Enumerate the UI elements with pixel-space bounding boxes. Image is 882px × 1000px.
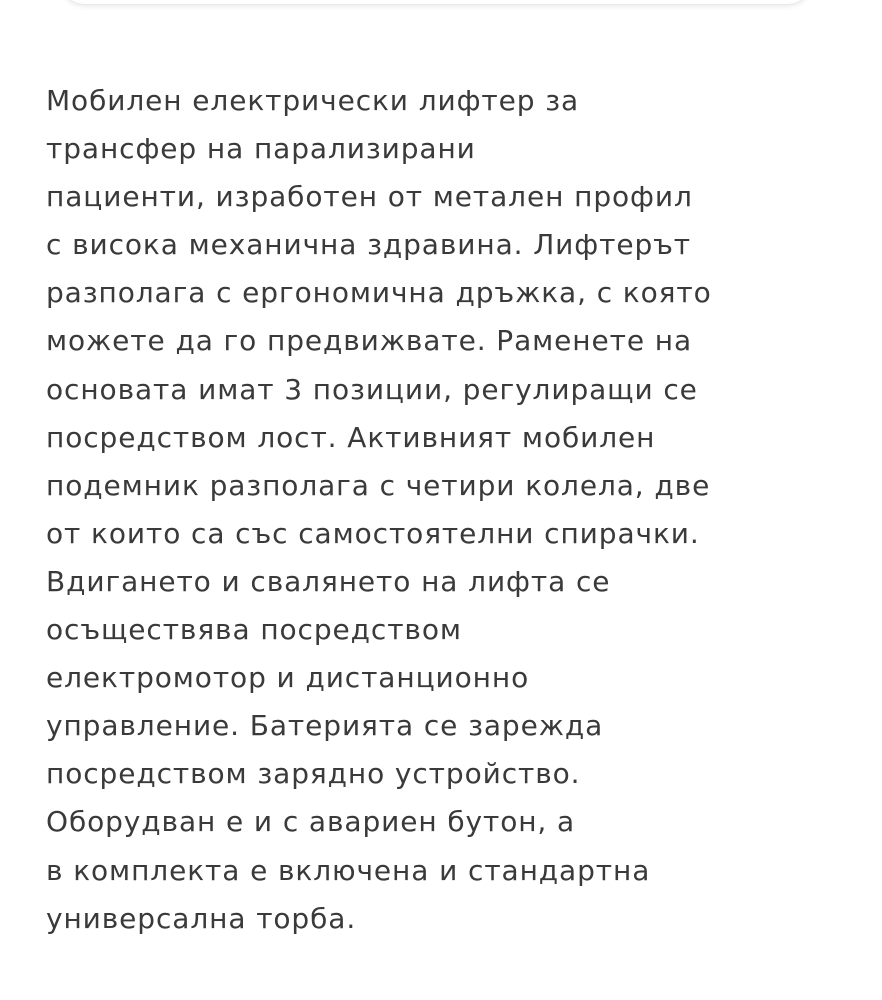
description-line: подемник разполага с четири колела, две	[46, 468, 711, 502]
description-line: Вдигането и свалянето на лифта се	[46, 564, 611, 598]
description-line: посредством зарядно устройство.	[46, 757, 581, 791]
description-line: основата имат 3 позиции, регулиращи се	[46, 372, 698, 406]
description-line: универсална торба.	[46, 901, 357, 935]
description-line: Мобилен електрически лифтер за	[46, 84, 580, 117]
description-line: можете да го предвижвате. Раменете на	[46, 324, 693, 358]
description-line: електромотор и дистанционно	[46, 661, 530, 695]
top-card-edge	[62, 0, 810, 4]
description-line: разполага с ергономична дръжка, с която	[46, 276, 712, 310]
description-line: с висока механична здравина. Лифтерът	[46, 228, 692, 262]
description-line: посредством лост. Активният мобилен	[46, 420, 656, 454]
description-line: пациенти, изработен от метален профил	[46, 180, 693, 214]
description-line: от които са със самостоятелни спирачки.	[46, 516, 700, 550]
description-line: трансфер на парализирани	[46, 132, 476, 166]
product-description	[46, 77, 846, 943]
description-line: осъществява посредством	[46, 613, 462, 647]
description-line: Оборудван е и с авариен бутон, а	[46, 805, 576, 839]
description-line: управление. Батерията се зарежда	[46, 709, 604, 743]
description-line: в комплекта е включена и стандартна	[46, 853, 651, 887]
